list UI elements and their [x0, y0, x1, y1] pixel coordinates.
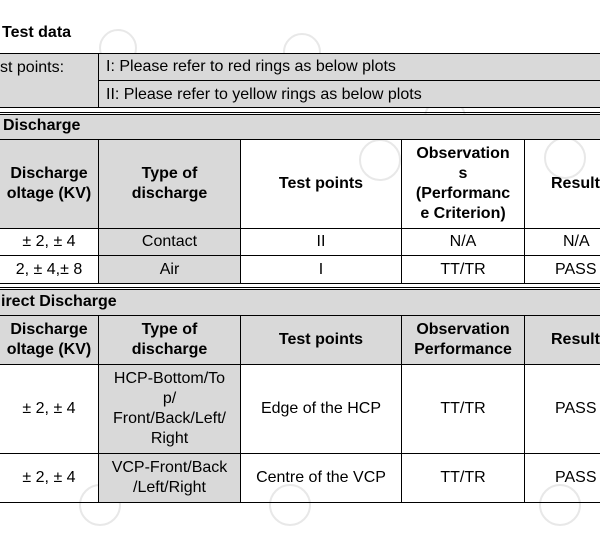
- indirect-voltage-header-line2: oltage (KV): [6, 341, 92, 358]
- obs-header-line3: (Performanc: [415, 185, 511, 202]
- discharge-row1-points: II: [316, 233, 326, 250]
- obs-header-line4: e Criterion): [420, 205, 506, 222]
- indirect-row2-type: [99, 454, 240, 502]
- discharge-row1-voltage: ± 2, ± 4: [22, 233, 76, 250]
- section-heading: Test data: [2, 24, 72, 41]
- test-points-line1: I: Please refer to red rings as below plots: [106, 58, 396, 75]
- discharge-obs-header: [402, 140, 524, 228]
- discharge-result-header: Result: [551, 175, 600, 192]
- indirect-row1-obs: TT/TR: [440, 400, 486, 417]
- discharge-type-header: [99, 140, 240, 228]
- voltage-header-line1: Discharge: [10, 165, 88, 182]
- indirect-row1-points: Edge of the HCP: [260, 400, 382, 417]
- discharge-title-cell: [0, 115, 600, 139]
- indirect-row2-type-l2: /Left/Right: [133, 479, 206, 496]
- test-points-label: st points:: [0, 59, 65, 76]
- discharge-row2-points: I: [318, 260, 324, 278]
- indirect-type-header-line1: Type of: [141, 321, 198, 338]
- discharge-row2-voltage: 2, ± 4,± 8: [15, 260, 83, 278]
- indirect-row2-obs: TT/TR: [440, 469, 486, 486]
- indirect-type-header-line2: discharge: [131, 341, 208, 358]
- indirect-obs-header: [402, 316, 524, 364]
- indirect-row2-result: PASS: [555, 469, 597, 486]
- test-points-line2: II: Please refer to yellow rings as below plots: [106, 86, 422, 103]
- obs-header-line2: s: [458, 165, 468, 182]
- indirect-type-header: [99, 316, 240, 364]
- discharge-title: Discharge: [3, 117, 81, 134]
- discharge-row1-type: Contact: [99, 229, 240, 255]
- type-header-line2: discharge: [131, 185, 208, 202]
- indirect-voltage-header-line1: Discharge: [10, 321, 88, 338]
- indirect-row1-type: [99, 365, 240, 453]
- discharge-row1-obs: N/A: [449, 233, 477, 250]
- indirect-voltage-header: [0, 316, 98, 364]
- indirect-result-header: Result: [525, 316, 600, 364]
- indirect-row2-points: Centre of the VCP: [256, 469, 386, 486]
- indirect-points-header: Test points: [241, 316, 401, 364]
- indirect-row1-type-l4: Right: [150, 430, 189, 447]
- indirect-row1-type-l1: HCP-Bottom/To: [113, 370, 226, 387]
- type-header-line1: Type of: [141, 165, 198, 182]
- discharge-row1-result: N/A: [563, 233, 590, 250]
- discharge-row2-type: Air: [99, 256, 240, 283]
- indirect-row1-voltage: ± 2, ± 4: [22, 400, 76, 417]
- indirect-row1-result: PASS: [555, 400, 597, 417]
- discharge-points-header: Test points: [278, 175, 364, 192]
- indirect-title: irect Discharge: [1, 293, 117, 310]
- indirect-obs-header-line1: Observation: [416, 321, 510, 338]
- discharge-row2-result: PASS: [555, 260, 597, 278]
- indirect-row1-type-l3: Front/Back/Left/: [113, 410, 226, 427]
- discharge-voltage-header: [0, 140, 98, 228]
- obs-header-line1: Observation: [416, 145, 510, 162]
- indirect-obs-header-line2: Performance: [414, 341, 512, 358]
- indirect-row2-type-l1: VCP-Front/Back: [111, 459, 228, 476]
- indirect-row2-voltage: ± 2, ± 4: [22, 469, 76, 486]
- voltage-header-line2: oltage (KV): [6, 185, 92, 202]
- discharge-row2-obs: TT/TR: [440, 260, 486, 278]
- indirect-row1-type-l2: p/: [162, 390, 177, 407]
